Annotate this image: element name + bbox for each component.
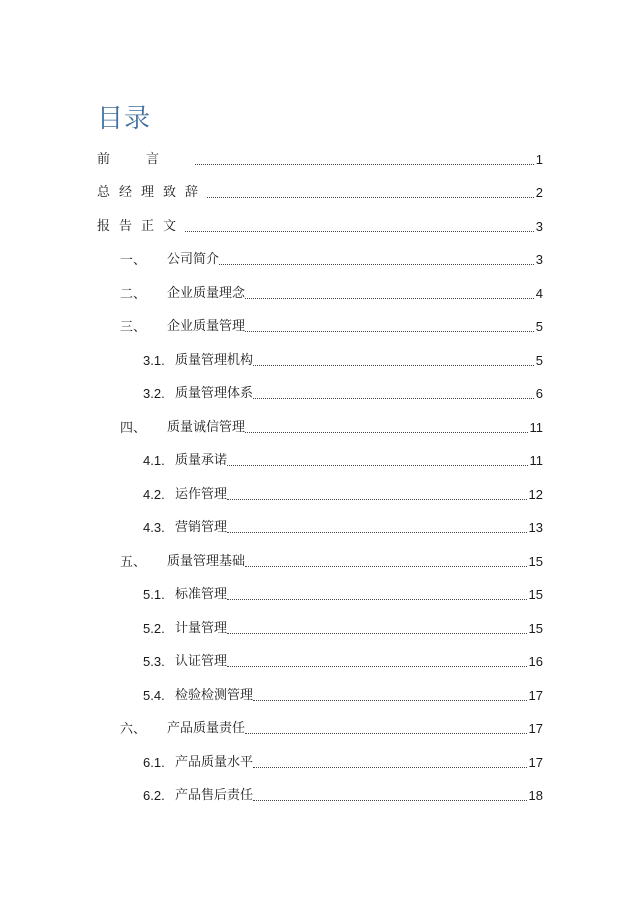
toc-entry-title: 质量管理体系 — [175, 386, 254, 401]
toc-page-number: 5 — [535, 319, 543, 334]
toc-leader-dots — [253, 364, 534, 366]
toc-entry-number: 6.1. — [143, 755, 165, 770]
toc-entry-title: 标准管理 — [175, 587, 228, 602]
toc-leader-dots — [245, 330, 534, 332]
toc-entry-number: 6.2. — [143, 788, 165, 803]
toc-entry-section[interactable] — [143, 508, 543, 536]
toc-leader-dots — [219, 263, 534, 265]
toc-entry-title: 产品售后责任 — [175, 788, 254, 803]
toc-entry-gm-address[interactable] — [97, 173, 543, 201]
toc-leader-dots — [245, 732, 527, 734]
toc-leader-dots — [253, 799, 527, 801]
toc-page-number: 3 — [535, 219, 543, 234]
toc-entry-number: 5.4. — [143, 688, 165, 703]
toc-entry-chapter[interactable] — [120, 240, 543, 268]
toc-entry-chapter[interactable] — [120, 542, 543, 570]
toc-entry-section[interactable] — [143, 441, 543, 469]
toc-entry-number: 二、 — [120, 286, 147, 301]
toc-entry-section[interactable] — [143, 341, 543, 369]
toc-entry-section[interactable] — [143, 609, 543, 637]
toc-entry-number: 5.2. — [143, 621, 165, 636]
toc-entry-number: 4.3. — [143, 520, 165, 535]
toc-entry-number: 三、 — [120, 319, 147, 334]
toc-page-number: 16 — [528, 654, 543, 669]
toc-entry-number: 4.2. — [143, 487, 165, 502]
toc-page-number: 6 — [535, 386, 543, 401]
toc-leader-dots — [245, 431, 527, 433]
toc-page-number: 1 — [535, 152, 543, 167]
toc-page-number: 11 — [529, 453, 543, 468]
toc-leader-dots — [227, 665, 527, 667]
toc-leader-dots — [245, 565, 527, 567]
toc-leader-dots — [227, 498, 527, 500]
toc-entry-title: 企业质量管理 — [167, 319, 246, 334]
toc-entry-section[interactable] — [143, 743, 543, 771]
toc-leader-dots — [253, 766, 527, 768]
toc-entry-section[interactable] — [143, 374, 543, 402]
toc-entry-chapter[interactable] — [120, 307, 543, 335]
toc-entry-chapter[interactable] — [120, 709, 543, 737]
toc-entry-title: 认证管理 — [175, 654, 228, 669]
toc-entry-title: 产品质量水平 — [175, 755, 254, 770]
toc-entry-chapter[interactable] — [120, 408, 543, 436]
toc-entry-number: 一、 — [120, 252, 147, 267]
toc-title: 目录 — [97, 104, 152, 134]
toc-page-number: 15 — [528, 554, 543, 569]
toc-entry-number: 四、 — [120, 420, 147, 435]
toc-entry-title: 企业质量理念 — [167, 286, 246, 301]
toc-leader-dots — [207, 196, 534, 198]
toc-page-number: 17 — [528, 755, 543, 770]
toc-entry-section[interactable] — [143, 642, 543, 670]
toc-leader-dots — [227, 632, 527, 634]
toc-entry-chapter[interactable] — [120, 274, 543, 302]
toc-page-number: 13 — [528, 520, 543, 535]
toc-entry-number: 五、 — [120, 554, 147, 569]
toc-leader-dots — [245, 297, 534, 299]
toc-page-number: 12 — [528, 487, 543, 502]
toc-leader-dots — [227, 531, 527, 533]
toc-entry-section[interactable] — [143, 475, 543, 503]
toc-entry-section[interactable] — [143, 776, 543, 804]
toc-page-number: 11 — [529, 420, 543, 435]
toc-leader-dots — [227, 464, 527, 466]
toc-page-number: 18 — [528, 788, 543, 803]
toc-entry-number: 4.1. — [143, 453, 165, 468]
toc-entry-number: 3.1. — [143, 353, 165, 368]
toc-entry-report-body[interactable] — [97, 207, 543, 235]
toc-page-number: 5 — [535, 353, 543, 368]
toc-entry-title: 质量承诺 — [175, 453, 228, 468]
toc-entry-title: 质量诚信管理 — [167, 420, 246, 435]
toc-entry-title: 前言 — [97, 152, 196, 167]
toc-page-number: 2 — [535, 185, 543, 200]
toc-entry-foreword[interactable] — [97, 140, 543, 168]
toc-page-number: 4 — [535, 286, 543, 301]
toc-entry-number: 5.3. — [143, 654, 165, 669]
toc-leader-dots — [195, 163, 534, 165]
toc-entry-title: 质量管理机构 — [175, 353, 254, 368]
toc-entry-title: 总经理致辞 — [97, 185, 208, 200]
toc-entry-title: 运作管理 — [175, 487, 228, 502]
toc-entry-title: 报告正文 — [97, 219, 186, 234]
toc-page-number: 15 — [528, 587, 543, 602]
toc-page-number: 15 — [528, 621, 543, 636]
toc-leader-dots — [253, 397, 534, 399]
toc-entry-section[interactable] — [143, 676, 543, 704]
toc-entry-number: 3.2. — [143, 386, 165, 401]
toc-entry-title: 公司简介 — [167, 252, 220, 267]
toc-entry-title: 营销管理 — [175, 520, 228, 535]
toc-leader-dots — [185, 230, 534, 232]
toc-leader-dots — [253, 699, 527, 701]
toc-entry-section[interactable] — [143, 575, 543, 603]
toc-page-number: 3 — [535, 252, 543, 267]
toc-entry-title: 产品质量责任 — [167, 721, 246, 736]
toc-leader-dots — [227, 598, 527, 600]
toc-page-number: 17 — [528, 688, 543, 703]
toc-entry-title: 计量管理 — [175, 621, 228, 636]
toc-entry-title: 质量管理基础 — [167, 554, 246, 569]
toc-entry-number: 六、 — [120, 721, 147, 736]
toc-page-number: 17 — [528, 721, 543, 736]
toc-entry-number: 5.1. — [143, 587, 165, 602]
toc-entry-title: 检验检测管理 — [175, 688, 254, 703]
